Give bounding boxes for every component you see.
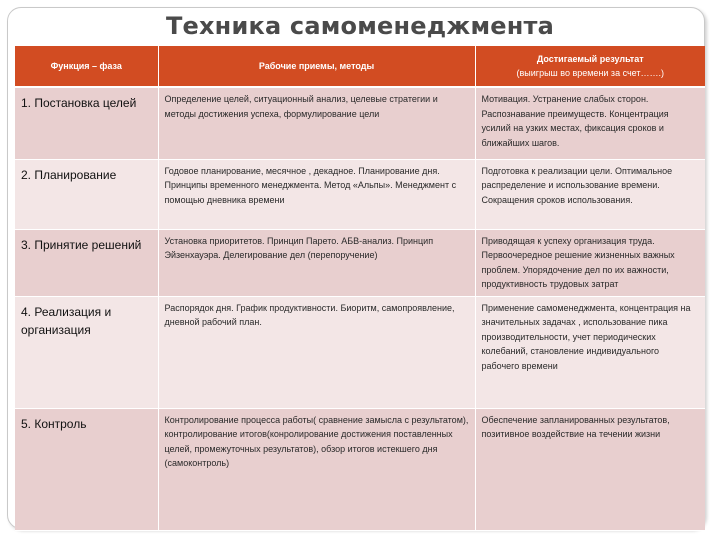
function-cell: 5. Контроль bbox=[15, 408, 158, 530]
table-row bbox=[15, 159, 705, 229]
header-result-sub: (выигрыш во времени за счет…….) bbox=[516, 68, 664, 78]
result-cell: Применение самоменеджмента, концентрация на значительных задачах , использование пика производительности, учет периодических колебаний, становление индивидуального рабочего времени bbox=[475, 296, 705, 408]
header-result: Достигаемый результат (выигрыш во времени за счет…….) bbox=[475, 46, 705, 87]
result-cell: Мотивация. Устранение слабых сторон. Распознавание преимуществ. Концентрация усилий на узких местах, фиксация сроков и ближайших шагов. bbox=[475, 87, 705, 159]
methods-cell: Контролирование процесса работы( сравнение замысла с результатом), контролирование итогов(конролирование достижения поставленных целей, промежуточных результатов), обзор итогов истекшего дня (самоконтроль) bbox=[158, 408, 475, 530]
table-row bbox=[15, 229, 705, 296]
table-row bbox=[15, 87, 705, 159]
methods-cell: Годовое планирование, месячное , декадное. Планирование дня. Принципы временного менеджмента. Метод «Альпы». Менеджмент с помощью дневника времени bbox=[158, 159, 475, 229]
result-cell: Обеспечение запланированных результатов, позитивное воздействие на течении жизни bbox=[475, 408, 705, 530]
page-title: Техника самоменеджмента bbox=[165, 12, 555, 40]
self-management-table bbox=[15, 46, 705, 531]
function-cell: 3. Принятие решений bbox=[15, 229, 158, 296]
result-cell: Подготовка к реализации цели. Оптимальное распределение и использование времени. Сокращения сроков использования. bbox=[475, 159, 705, 229]
table-header-row bbox=[15, 46, 705, 87]
methods-cell: Установка приоритетов. Принцип Парето. АБВ-анализ. Принцип Эйзенхауэра. Делегирование дел (перепоручение) bbox=[158, 229, 475, 296]
result-cell: Приводящая к успеху организация труда. Первоочередное решение жизненных важных проблем. Упорядочение дел по их важности, продуктивность трудовых затрат bbox=[475, 229, 705, 296]
header-function: Функция – фаза bbox=[15, 46, 158, 87]
methods-cell: Определение целей, ситуационный анализ, целевые стратегии и методы достижения успеха, формулирование цели bbox=[158, 87, 475, 159]
function-cell: 1. Постановка целей bbox=[15, 87, 158, 159]
header-methods: Рабочие приемы, методы bbox=[158, 46, 475, 87]
table-row bbox=[15, 408, 705, 530]
function-cell: 2. Планирование bbox=[15, 159, 158, 229]
methods-cell: Распорядок дня. График продуктивности. Биоритм, самопроявление, дневной рабочий план. bbox=[158, 296, 475, 408]
function-cell: 4. Реализация и организация bbox=[15, 296, 158, 408]
table-row bbox=[15, 296, 705, 408]
